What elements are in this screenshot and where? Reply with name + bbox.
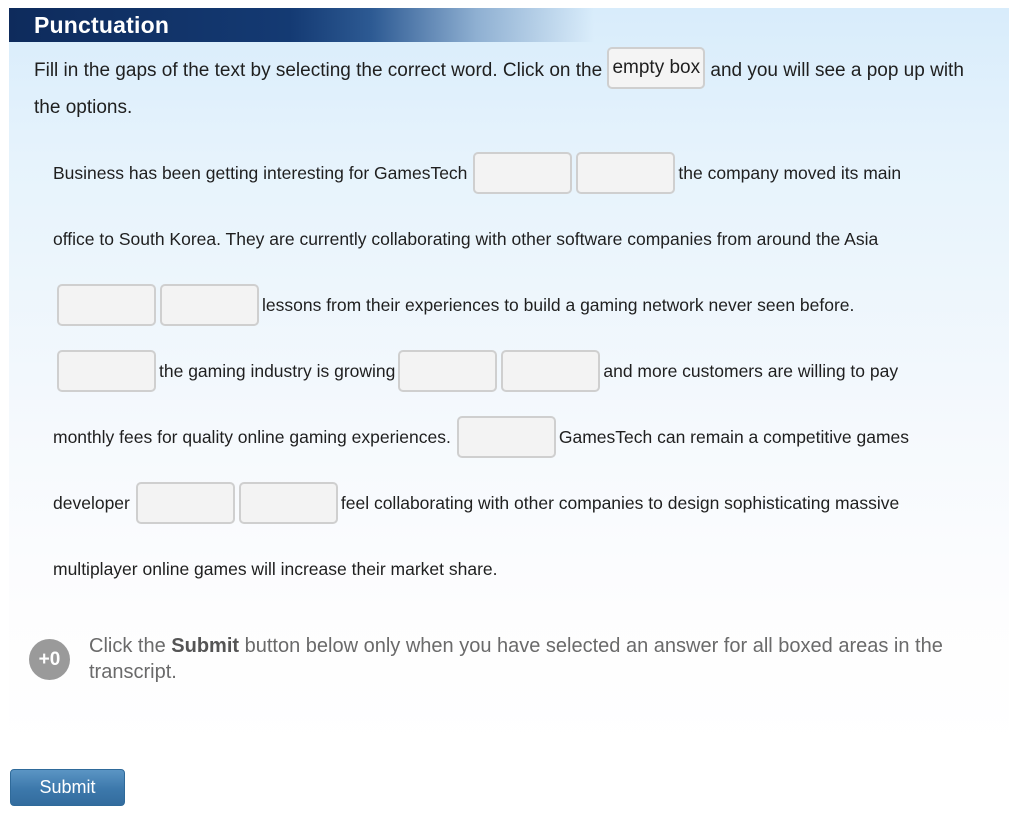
hint-text-before: Click the xyxy=(89,635,166,657)
instructions-text-2: and you will see a pop up with the options. xyxy=(34,60,964,118)
passage-text: office to South Korea. They are currently collaborating with other software companies from around the Asia xyxy=(53,228,879,249)
score-badge: +0 xyxy=(29,639,70,680)
passage-line xyxy=(52,280,982,346)
passage-text: developer xyxy=(53,492,130,513)
instructions xyxy=(34,50,974,124)
title-bar xyxy=(9,8,594,42)
passage-text: GamesTech can remain a competitive games xyxy=(558,426,910,447)
passage-text: and more customers are willing to pay xyxy=(603,360,899,381)
hint-text-bold: Submit xyxy=(171,635,240,657)
gap-box-1[interactable] xyxy=(473,152,572,194)
gap-box-9[interactable] xyxy=(136,482,235,524)
gap-box-7[interactable] xyxy=(501,350,600,392)
gap-box-5[interactable] xyxy=(57,350,156,392)
passage-line xyxy=(52,214,982,280)
passage-text: monthly fees for quality online gaming experiences. xyxy=(53,426,451,447)
passage-text: lessons from their experiences to build a gaming network never seen before. xyxy=(262,294,855,315)
passage-line xyxy=(52,412,982,478)
example-empty-box: empty box xyxy=(607,47,705,89)
hint-text xyxy=(89,633,959,685)
passage-text: Business has been getting interesting for GamesTech xyxy=(53,162,468,183)
passage-line xyxy=(52,544,982,610)
submit-button[interactable]: Submit xyxy=(10,769,125,806)
gap-box-3[interactable] xyxy=(57,284,156,326)
passage-text: multiplayer online games will increase their market share. xyxy=(53,558,498,579)
exercise-panel xyxy=(9,8,1009,752)
submit-hint xyxy=(29,633,969,693)
passage-text: the company moved its main xyxy=(678,162,902,183)
passage-text: feel collaborating with other companies to design sophisticating massive xyxy=(340,492,900,513)
gap-box-10[interactable] xyxy=(239,482,338,524)
passage xyxy=(52,148,982,610)
gap-box-4[interactable] xyxy=(160,284,259,326)
page-title: Punctuation xyxy=(34,12,170,38)
gap-box-6[interactable] xyxy=(398,350,497,392)
passage-line xyxy=(52,346,982,412)
passage-line xyxy=(52,148,982,214)
gap-box-2[interactable] xyxy=(576,152,675,194)
hint-text-after: button below only when you have selected an answer for all boxed areas in the transcript. xyxy=(89,635,943,683)
passage-text: the gaming industry is growing xyxy=(159,360,396,381)
gap-box-8[interactable] xyxy=(457,416,556,458)
passage-line xyxy=(52,478,982,544)
instructions-text-1: Fill in the gaps of the text by selecting the correct word. Click on the xyxy=(34,60,603,82)
